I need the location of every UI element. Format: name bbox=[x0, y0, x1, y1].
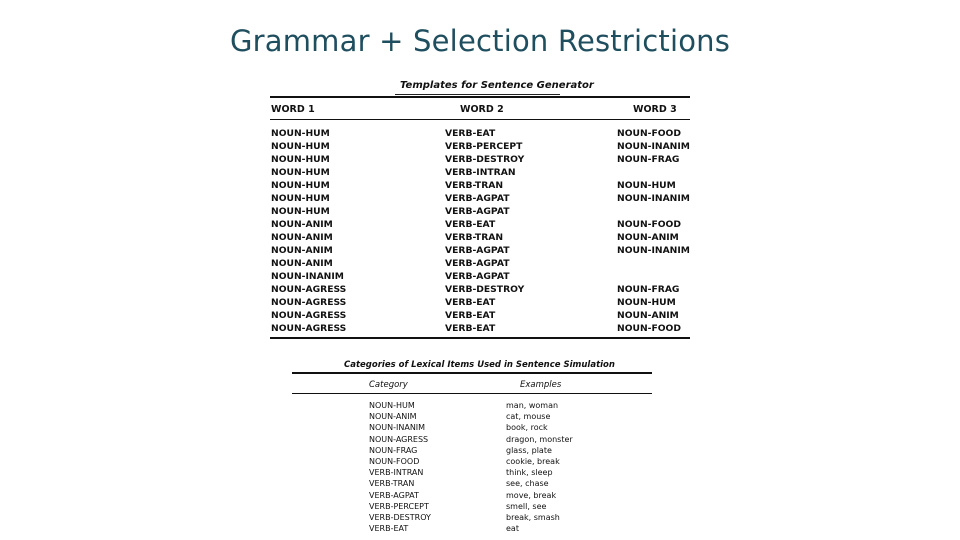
word-3-cell: NOUN-FRAG bbox=[617, 154, 680, 165]
word-1-cell: NOUN-INANIM bbox=[271, 271, 344, 282]
examples-cell: dragon, monster bbox=[506, 434, 573, 444]
category-cell: NOUN-ANIM bbox=[369, 412, 417, 422]
word-3-cell: NOUN-HUM bbox=[617, 180, 676, 191]
word-3-cell: NOUN-ANIM bbox=[617, 232, 679, 243]
word-1-cell: NOUN-HUM bbox=[271, 141, 330, 152]
word-1-cell: NOUN-ANIM bbox=[271, 245, 333, 256]
word-3-cell: NOUN-HUM bbox=[617, 297, 676, 308]
category-cell: VERB-PERCEPT bbox=[369, 501, 429, 511]
category-cell: VERB-INTRAN bbox=[369, 468, 424, 478]
table-row bbox=[270, 141, 690, 154]
table-row bbox=[270, 323, 690, 336]
category-cell: VERB-AGPAT bbox=[369, 490, 419, 500]
table-row bbox=[270, 206, 690, 219]
table-row bbox=[270, 232, 690, 245]
examples-cell: think, sleep bbox=[506, 468, 553, 478]
word-2-cell: VERB-EAT bbox=[445, 310, 496, 321]
table-row bbox=[292, 479, 652, 490]
table-rule-top bbox=[270, 96, 690, 98]
table-rule-mid bbox=[292, 393, 652, 394]
categories-header-row bbox=[292, 380, 652, 392]
word-1-cell: NOUN-AGRESS bbox=[271, 297, 347, 308]
categories-caption: Categories of Lexical Items Used in Sentence Simulation bbox=[344, 360, 615, 370]
templates-header-row bbox=[270, 104, 690, 118]
table-row bbox=[270, 310, 690, 323]
table-row bbox=[270, 258, 690, 271]
word-2-cell: VERB-EAT bbox=[445, 323, 496, 334]
slide-title: Grammar + Selection Restrictions bbox=[229, 24, 731, 58]
word-3-cell: NOUN-FRAG bbox=[617, 284, 680, 295]
table-rule-top bbox=[292, 372, 652, 374]
word-1-cell: NOUN-ANIM bbox=[271, 219, 333, 230]
header-examples: Examples bbox=[520, 380, 562, 390]
category-cell: VERB-TRAN bbox=[369, 479, 415, 489]
word-2-cell: VERB-EAT bbox=[445, 297, 496, 308]
examples-cell: cat, mouse bbox=[506, 412, 551, 422]
table-row bbox=[292, 446, 652, 457]
table-row bbox=[292, 401, 652, 412]
word-1-cell: NOUN-HUM bbox=[271, 167, 330, 178]
header-word-3: WORD 3 bbox=[633, 104, 677, 115]
table-row bbox=[292, 412, 652, 423]
category-cell: NOUN-INANIM bbox=[369, 423, 426, 433]
table-row bbox=[270, 284, 690, 297]
categories-rows bbox=[292, 401, 652, 535]
category-cell: NOUN-FRAG bbox=[369, 445, 418, 455]
table-row bbox=[270, 219, 690, 232]
table-row bbox=[270, 297, 690, 310]
header-category: Category bbox=[369, 380, 408, 390]
word-1-cell: NOUN-HUM bbox=[271, 206, 330, 217]
word-2-cell: VERB-AGPAT bbox=[445, 271, 510, 282]
word-2-cell: VERB-DESTROY bbox=[445, 284, 525, 295]
word-1-cell: NOUN-ANIM bbox=[271, 232, 333, 243]
word-1-cell: NOUN-HUM bbox=[271, 193, 330, 204]
examples-cell: smell, see bbox=[506, 501, 547, 511]
table-row bbox=[292, 468, 652, 479]
examples-cell: break, smash bbox=[506, 512, 560, 522]
word-2-cell: VERB-AGPAT bbox=[445, 245, 510, 256]
word-2-cell: VERB-EAT bbox=[445, 128, 496, 139]
table-row bbox=[270, 167, 690, 180]
examples-cell: eat bbox=[506, 524, 519, 534]
word-2-cell: VERB-AGPAT bbox=[445, 206, 510, 217]
table-row bbox=[292, 457, 652, 468]
word-2-cell: VERB-DESTROY bbox=[445, 154, 525, 165]
table-row bbox=[292, 513, 652, 524]
word-3-cell: NOUN-INANIM bbox=[617, 245, 690, 256]
header-word-1: WORD 1 bbox=[271, 104, 315, 115]
word-2-cell: VERB-AGPAT bbox=[445, 258, 510, 269]
templates-caption: Templates for Sentence Generator bbox=[400, 80, 594, 91]
table-row bbox=[270, 245, 690, 258]
word-1-cell: NOUN-HUM bbox=[271, 128, 330, 139]
table-row bbox=[292, 524, 652, 535]
table-rule-bottom bbox=[270, 337, 690, 339]
word-2-cell: VERB-AGPAT bbox=[445, 193, 510, 204]
category-cell: VERB-EAT bbox=[369, 524, 409, 534]
examples-cell: cookie, break bbox=[506, 456, 560, 466]
word-2-cell: VERB-INTRAN bbox=[445, 167, 516, 178]
word-3-cell: NOUN-INANIM bbox=[617, 193, 690, 204]
word-1-cell: NOUN-HUM bbox=[271, 154, 330, 165]
word-1-cell: NOUN-ANIM bbox=[271, 258, 333, 269]
word-3-cell: NOUN-FOOD bbox=[617, 323, 681, 334]
category-cell: NOUN-AGRESS bbox=[369, 434, 429, 444]
category-cell: NOUN-HUM bbox=[369, 401, 415, 410]
word-3-cell: NOUN-FOOD bbox=[617, 219, 681, 230]
table-row bbox=[292, 502, 652, 513]
table-row bbox=[270, 128, 690, 141]
word-2-cell: VERB-TRAN bbox=[445, 232, 504, 243]
word-1-cell: NOUN-AGRESS bbox=[271, 310, 347, 321]
word-1-cell: NOUN-HUM bbox=[271, 180, 330, 191]
word-2-cell: VERB-TRAN bbox=[445, 180, 504, 191]
word-1-cell: NOUN-AGRESS bbox=[271, 323, 347, 334]
category-cell: VERB-DESTROY bbox=[369, 512, 431, 522]
table-row bbox=[292, 423, 652, 434]
header-word-2: WORD 2 bbox=[460, 104, 504, 115]
examples-cell: man, woman bbox=[506, 401, 559, 410]
word-1-cell: NOUN-AGRESS bbox=[271, 284, 347, 295]
examples-cell: see, chase bbox=[506, 479, 549, 489]
category-cell: NOUN-FOOD bbox=[369, 456, 420, 466]
word-3-cell: NOUN-FOOD bbox=[617, 128, 681, 139]
templates-caption-block bbox=[270, 80, 690, 96]
examples-cell: glass, plate bbox=[506, 445, 552, 455]
examples-cell: book, rock bbox=[506, 423, 548, 433]
templates-rows bbox=[270, 128, 690, 336]
word-2-cell: VERB-PERCEPT bbox=[445, 141, 523, 152]
caption-underline bbox=[395, 94, 560, 95]
table-row bbox=[292, 435, 652, 446]
table-row bbox=[292, 491, 652, 502]
examples-cell: move, break bbox=[506, 490, 557, 500]
word-2-cell: VERB-EAT bbox=[445, 219, 496, 230]
table-rule-mid bbox=[270, 119, 690, 120]
table-row bbox=[270, 193, 690, 206]
table-row bbox=[270, 154, 690, 167]
word-3-cell: NOUN-ANIM bbox=[617, 310, 679, 321]
word-3-cell: NOUN-INANIM bbox=[617, 141, 690, 152]
table-row bbox=[270, 180, 690, 193]
table-row bbox=[270, 271, 690, 284]
